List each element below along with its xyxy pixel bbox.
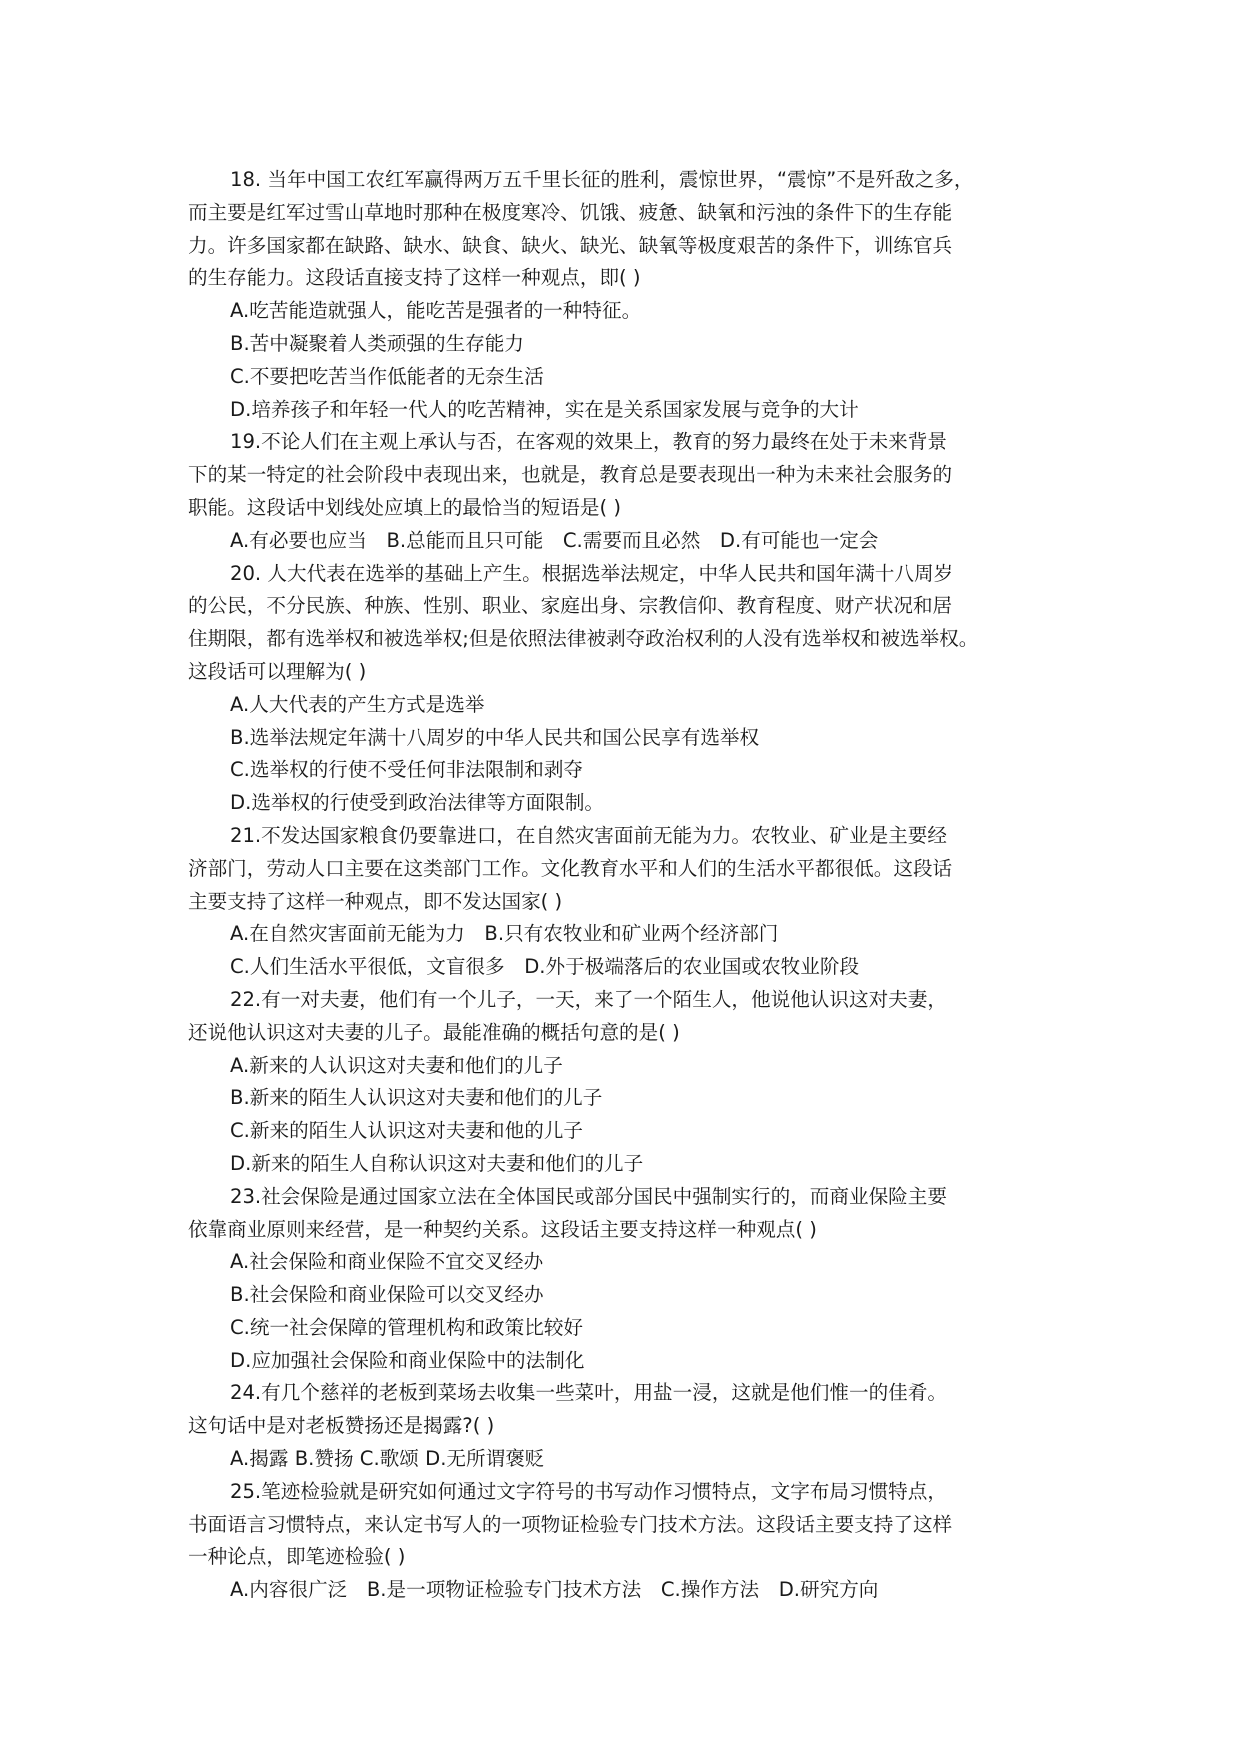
text-line: C.统一社会保障的管理机构和政策比较好 bbox=[230, 1315, 584, 1339]
text-line: B.社会保险和商业保险可以交叉经办 bbox=[230, 1283, 544, 1307]
text-line: A.人大代表的产生方式是选举 bbox=[230, 692, 485, 716]
text-line: 书面语言习惯特点，来认定书写人的一项物证检验专门技术方法。这段话主要支持了这样 bbox=[188, 1512, 953, 1536]
text-line: 20. 人大代表在选举的基础上产生。根据选举法规定，中华人民共和国年满十八周岁 bbox=[230, 561, 954, 585]
text-line: 的公民，不分民族、种族、性别、职业、家庭出身、宗教信仰、教育程度、财产状况和居 bbox=[188, 594, 953, 618]
text-line: A.揭露 B.赞扬 C.歌颂 D.无所谓褒贬 bbox=[230, 1447, 545, 1471]
text-line: C.不要把吃苦当作低能者的无奈生活 bbox=[230, 364, 544, 388]
text-line: 19.不论人们在主观上承认与否，在客观的效果上，教育的努力最终在处于未来背景 bbox=[230, 430, 947, 454]
text-line: B.选举法规定年满十八周岁的中华人民共和国公民享有选举权 bbox=[230, 725, 760, 749]
text-line: 而主要是红军过雪山草地时那种在极度寒冷、饥饿、疲惫、缺氧和污浊的条件下的生存能 bbox=[188, 200, 953, 224]
text-line: 这段话可以理解为( ) bbox=[188, 659, 367, 683]
text-line: 的生存能力。这段话直接支持了这样一种观点，即( ) bbox=[188, 266, 641, 290]
text-line: D.选举权的行使受到政治法律等方面限制。 bbox=[230, 791, 605, 815]
text-line: A.在自然灾害面前无能为力 B.只有农牧业和矿业两个经济部门 bbox=[230, 922, 779, 946]
text-line: 住期限，都有选举权和被选举权;但是依照法律被剥夺政治权利的人没有选举权和被选举权。 bbox=[188, 627, 979, 651]
text-line: 这句话中是对老板赞扬还是揭露?( ) bbox=[188, 1414, 495, 1438]
text-line: A.新来的人认识这对夫妻和他们的儿子 bbox=[230, 1053, 563, 1077]
text-line: C.选举权的行使不受任何非法限制和剥夺 bbox=[230, 758, 584, 782]
text-line: D.应加强社会保险和商业保险中的法制化 bbox=[230, 1348, 585, 1372]
text-line: 职能。这段话中划线处应填上的最恰当的短语是( ) bbox=[188, 495, 621, 519]
text-line: 主要支持了这样一种观点，即不发达国家( ) bbox=[188, 889, 563, 913]
text-line: D.新来的陌生人自称认识这对夫妻和他们的儿子 bbox=[230, 1151, 644, 1175]
text-line: 还说他认识这对夫妻的儿子。最能准确的概括句意的是( ) bbox=[188, 1020, 680, 1044]
text-line: C.人们生活水平很低，文盲很多 D.外于极端落后的农业国或农牧业阶段 bbox=[230, 955, 860, 979]
text-line: 22.有一对夫妻，他们有一个儿子，一天，来了一个陌生人，他说他认识这对夫妻， bbox=[230, 987, 947, 1011]
text-line: 21.不发达国家粮食仍要靠进口，在自然灾害面前无能为力。农牧业、矿业是主要经 bbox=[230, 823, 947, 847]
text-line: 下的某一特定的社会阶段中表现出来，也就是，教育总是要表现出一种为未来社会服务的 bbox=[188, 463, 953, 487]
text-line: 济部门，劳动人口主要在这类部门工作。文化教育水平和人们的生活水平都很低。这段话 bbox=[188, 856, 953, 880]
text-line: 18. 当年中国工农红军赢得两万五千里长征的胜利，震惊世界，“震惊”不是歼敌之多， bbox=[230, 168, 974, 191]
text-line: 力。许多国家都在缺路、缺水、缺食、缺火、缺光、缺氧等极度艰苦的条件下，训练官兵 bbox=[188, 233, 953, 257]
text-line: A.社会保险和商业保险不宜交叉经办 bbox=[230, 1250, 544, 1274]
document-body bbox=[188, 164, 1068, 1607]
text-line: 依靠商业原则来经营，是一种契约关系。这段话主要支持这样一种观点( ) bbox=[188, 1217, 817, 1241]
text-line: D.培养孩子和年轻一代人的吃苦精神，实在是关系国家发展与竞争的大计 bbox=[230, 397, 859, 421]
text-line: 24.有几个慈祥的老板到菜场去收集一些菜叶，用盐一浸，这就是他们惟一的佳肴。 bbox=[230, 1381, 947, 1405]
text-line: A.有必要也应当 B.总能而且只可能 C.需要而且必然 D.有可能也一定会 bbox=[230, 528, 879, 552]
text-line: B.新来的陌生人认识这对夫妻和他们的儿子 bbox=[230, 1086, 603, 1110]
text-line: 23.社会保险是通过国家立法在全体国民或部分国民中强制实行的，而商业保险主要 bbox=[230, 1184, 947, 1208]
text-line: A.吃苦能造就强人，能吃苦是强者的一种特征。 bbox=[230, 299, 642, 323]
text-line: C.新来的陌生人认识这对夫妻和他的儿子 bbox=[230, 1119, 584, 1143]
text-line: 一种论点，即笔迹检验( ) bbox=[188, 1545, 406, 1569]
text-line: B.苦中凝聚着人类顽强的生存能力 bbox=[230, 331, 524, 355]
text-line: A.内容很广泛 B.是一项物证检验专门技术方法 C.操作方法 D.研究方向 bbox=[230, 1578, 879, 1602]
text-line: 25.笔迹检验就是研究如何通过文字符号的书写动作习惯特点，文字布局习惯特点， bbox=[230, 1479, 947, 1503]
